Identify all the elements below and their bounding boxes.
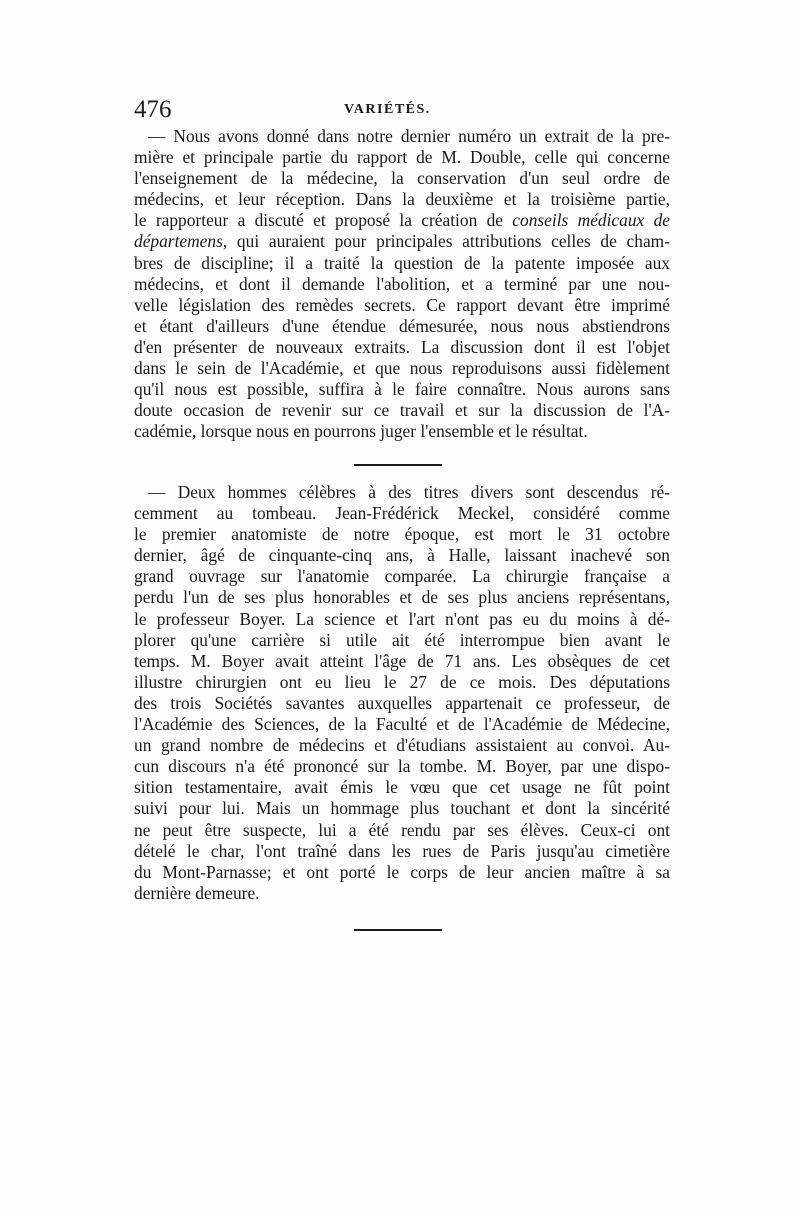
text-line: temps. M. Boyer avait atteint l'âge de 71 ans. Les obsèques de cet (134, 650, 670, 671)
text-line: cemment au tombeau. Jean-Frédérick Meckel, considéré comme (134, 503, 670, 524)
paragraph-obituaries (134, 482, 670, 904)
text-line: grand ouvrage sur l'anatomie comparée. La chirurgie française a (134, 566, 670, 587)
text-line: doute occasion de revenir sur ce travail et sur la discussion de l'A- (134, 400, 670, 421)
text-line: d'en présenter de nouveaux extraits. La discussion dont il est l'objet (134, 336, 670, 357)
text-segment: , qui auraient pour principales attributions celles de cham- (222, 231, 670, 252)
text-line: bres de discipline; il a traité la question de la patente imposée aux (134, 252, 670, 273)
section-divider (354, 929, 442, 931)
text-line: dernier, âgé de cinquante-cinq ans, à Halle, laissant inachevé son (134, 545, 670, 566)
text-line: qu'il nous est possible, suffira à le faire connaître. Nous aurons sans (134, 379, 670, 400)
text-line: et étant d'ailleurs d'une étendue démesurée, nous nous abstiendrons (134, 315, 670, 336)
text-line: perdu l'un de ses plus honorables et de ses plus anciens représentans, (134, 587, 670, 608)
text-line: dételé le char, l'ont traîné dans les rues de Paris jusqu'au cimetière (134, 840, 670, 861)
text-line: le professeur Boyer. La science et l'art n'ont pas eu du moins à dé- (134, 608, 670, 629)
text-line: illustre chirurgien ont eu lieu le 27 de ce mois. Des députations (134, 671, 670, 692)
text-line: dans le sein de l'Académie, et que nous reproduisons aussi fidèlement (134, 358, 670, 379)
text-line: l'enseignement de la médecine, la conservation d'un seul ordre de (134, 168, 670, 189)
text-line: cun discours n'a été prononcé sur la tombe. M. Boyer, par une dispo- (134, 756, 670, 777)
text-line: le premier anatomiste de notre époque, est mort le 31 octobre (134, 524, 670, 545)
text-line: cadémie, lorsque nous en pourrons juger l'ensemble et le résultat. (134, 421, 588, 442)
text-line: plorer qu'une carrière si utile ait été interrompue bien avant le (134, 629, 670, 650)
text-line: velle législation des remèdes secrets. Ce rapport devant être imprimé (134, 294, 670, 315)
text-line: médecins, et dont il demande l'abolition, et a terminé par une nou- (134, 273, 670, 294)
italic-phrase: conseils médicaux de (512, 210, 670, 231)
text-line: des trois Sociétés savantes auxquelles appartenait ce professeur, de (134, 692, 670, 713)
text-line: sition testamentaire, avait émis le vœu que cet usage ne fût point (134, 777, 670, 798)
text-line: du Mont-Parnasse; et ont porté le corps de leur ancien maître à sa (134, 861, 670, 882)
text-line: mière et principale partie du rapport de M. Double, celle qui concerne (134, 147, 670, 168)
italic-word: départemens (134, 231, 223, 252)
text-line: — Nous avons donné dans notre dernier numéro un extrait de la pre- (148, 126, 670, 146)
section-divider (354, 464, 442, 466)
running-title: VARIÉTÉS. (344, 102, 431, 117)
text-line: médecins, et leur réception. Dans la deuxième et la troisième partie, (134, 189, 670, 210)
text-line: — Deux hommes célèbres à des titres divers sont descendus ré- (148, 482, 670, 502)
text-line: un grand nombre de médecins et d'étudians assistaient au convoi. Au- (134, 735, 670, 756)
text-line (134, 210, 670, 231)
paragraph-academy-report (134, 126, 670, 442)
text-line: dernière demeure. (134, 882, 260, 903)
text-line (134, 231, 670, 252)
text-segment: le rapporteur a discuté et proposé la création de (134, 210, 513, 231)
text-line: l'Académie des Sciences, de la Faculté et de l'Académie de Médecine, (134, 714, 670, 735)
text-line: suivi pour lui. Mais un hommage plus touchant et dont la sincérité (134, 798, 670, 819)
text-line: ne peut être suspecte, lui a été rendu par ses élèves. Ceux-ci ont (134, 819, 670, 840)
page-number: 476 (134, 96, 172, 123)
running-head (134, 96, 670, 124)
